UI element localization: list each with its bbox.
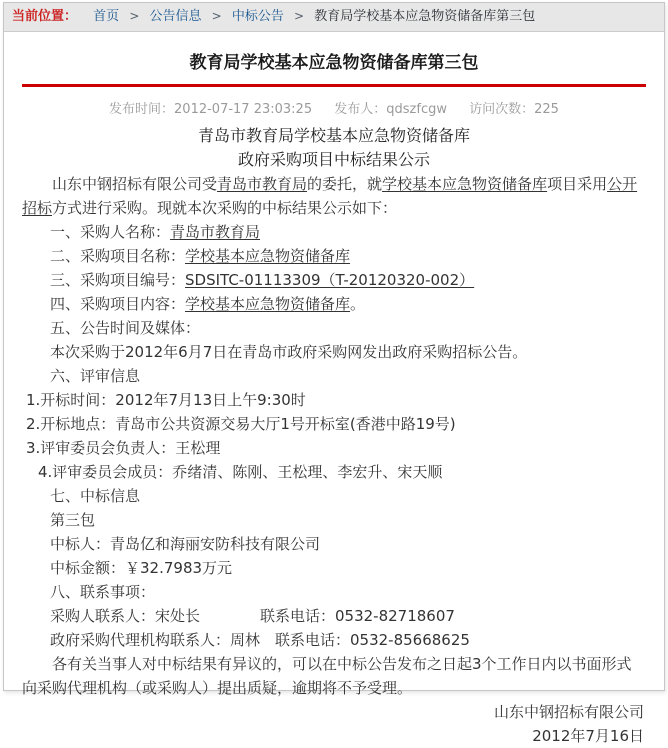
document-line [22, 388, 646, 412]
document-line [22, 700, 646, 724]
text-segment: 3.评审委员会负责人：王松理 [26, 439, 221, 457]
text-segment: 政府采购项目中标结果公示 [237, 150, 430, 169]
text-segment: 的委托，就 [307, 175, 383, 193]
text-segment: 方式进行采购。现就本次采购的中标结果公示如下： [52, 199, 398, 217]
breadcrumb-separator-icon: > [294, 9, 305, 23]
text-segment: 四、采购项目内容： [50, 295, 186, 313]
underlined-text: 青岛市教育局 [170, 223, 261, 241]
document-line [22, 244, 646, 268]
underlined-text: 学校基本应急物资储备库 [185, 295, 351, 313]
document-line [22, 364, 646, 388]
breadcrumb-link-home[interactable]: 首页 [93, 9, 120, 24]
text-segment: 六、评审信息 [50, 367, 141, 385]
publisher-value: qdszfcgw [386, 102, 447, 117]
publisher [334, 102, 447, 117]
text-segment: 中标人：青岛亿和海丽安防科技有限公司 [50, 535, 321, 553]
breadcrumb-label: 当前位置： [12, 9, 78, 24]
publish-time-value: 2012-07-17 23:03:25 [174, 102, 313, 117]
text-segment: 二、采购项目名称： [50, 247, 186, 265]
underlined-text: 学校基本应急物资储备库 [185, 247, 351, 265]
announcement-body [4, 121, 664, 748]
document-line [22, 292, 646, 316]
underlined-text: 学校基本应急物资储备库 [382, 175, 548, 193]
publish-time-label: 发布时间： [109, 102, 175, 117]
text-segment: 三、采购项目编号： [50, 271, 186, 289]
underlined-text: 公开招标 [22, 175, 638, 217]
document-line [22, 556, 646, 580]
breadcrumb-separator-icon: > [129, 9, 140, 23]
text-segment: 本次采购于2012年6月7日在青岛市政府采购网发出政府采购招标公告。 [50, 343, 528, 361]
announcement-page [3, 2, 665, 745]
text-segment: 1.开标时间：2012年7月13日上午9:30时 [26, 391, 306, 409]
text-segment: 山东中钢招标有限公司受 [52, 175, 218, 193]
text-segment: 各有关当事人对中标结果有异议的，可以在中标公告发布之日起3个工作日内以书面形式向采购代理机构（或采购人）提出质疑，逾期将不予受理。 [22, 655, 632, 697]
text-segment: 青岛市教育局学校基本应急物资储备库 [197, 126, 470, 145]
document-line [22, 484, 646, 508]
text-segment: 七、中标信息 [50, 487, 141, 505]
publish-time [109, 102, 312, 117]
document-line [22, 532, 646, 556]
text-segment: 4.评审委员会成员：乔绪清、陈刚、王松理、李宏升、宋天顺 [38, 463, 443, 481]
document-line [22, 316, 646, 340]
visit-count-label: 访问次数： [469, 102, 535, 117]
page-title: 教育局学校基本应急物资储备库第三包 [189, 53, 479, 73]
document-line [22, 580, 646, 604]
text-segment: 2.开标地点：青岛市公共资源交易大厅1号开标室(香港中路19号) [26, 415, 456, 433]
underlined-text: SDSITC-01113309（T-20120320-002） [185, 271, 475, 289]
document-line [22, 652, 646, 700]
publish-meta [4, 87, 664, 121]
document-line [22, 268, 646, 292]
document-line [22, 436, 646, 460]
text-segment: 项目采用 [547, 175, 608, 193]
document-line [22, 724, 646, 748]
breadcrumb-current: 教育局学校基本应急物资储备库第三包 [314, 9, 536, 24]
visit-count-value: 225 [534, 102, 559, 117]
breadcrumb-link-award-notices[interactable]: 中标公告 [231, 9, 284, 24]
text-segment: 。 [350, 295, 366, 313]
underlined-text: 青岛市教育局 [217, 175, 308, 193]
document-line [22, 340, 646, 364]
text-segment: 政府采购代理机构联系人：周林 联系电话：0532-85668625 [50, 631, 470, 649]
breadcrumb-link-notices[interactable]: 公告信息 [149, 9, 202, 24]
document-line [22, 124, 646, 148]
document-line [22, 508, 646, 532]
document-line [22, 412, 646, 436]
text-segment: 一、采购人名称： [50, 223, 171, 241]
document-line [22, 628, 646, 652]
document-line [22, 172, 646, 220]
text-segment: 采购人联系人：宋处长 联系电话：0532-82718607 [50, 607, 455, 625]
text-segment: 五、公告时间及媒体： [50, 319, 201, 337]
text-segment: 山东中钢招标有限公司 [493, 703, 644, 721]
text-segment: 八、联系事项： [50, 583, 156, 601]
breadcrumb [4, 3, 664, 32]
document-line [22, 220, 646, 244]
text-segment: 2012年7月16日 [532, 727, 644, 745]
breadcrumb-separator-icon: > [211, 9, 222, 23]
text-segment: 中标金额：￥32.7983万元 [50, 559, 233, 577]
document-line [22, 604, 646, 628]
text-segment: 第三包 [50, 511, 96, 529]
visit-count [469, 102, 559, 117]
document-line [22, 148, 646, 172]
publisher-label: 发布人： [334, 102, 387, 117]
document-line [22, 460, 646, 484]
